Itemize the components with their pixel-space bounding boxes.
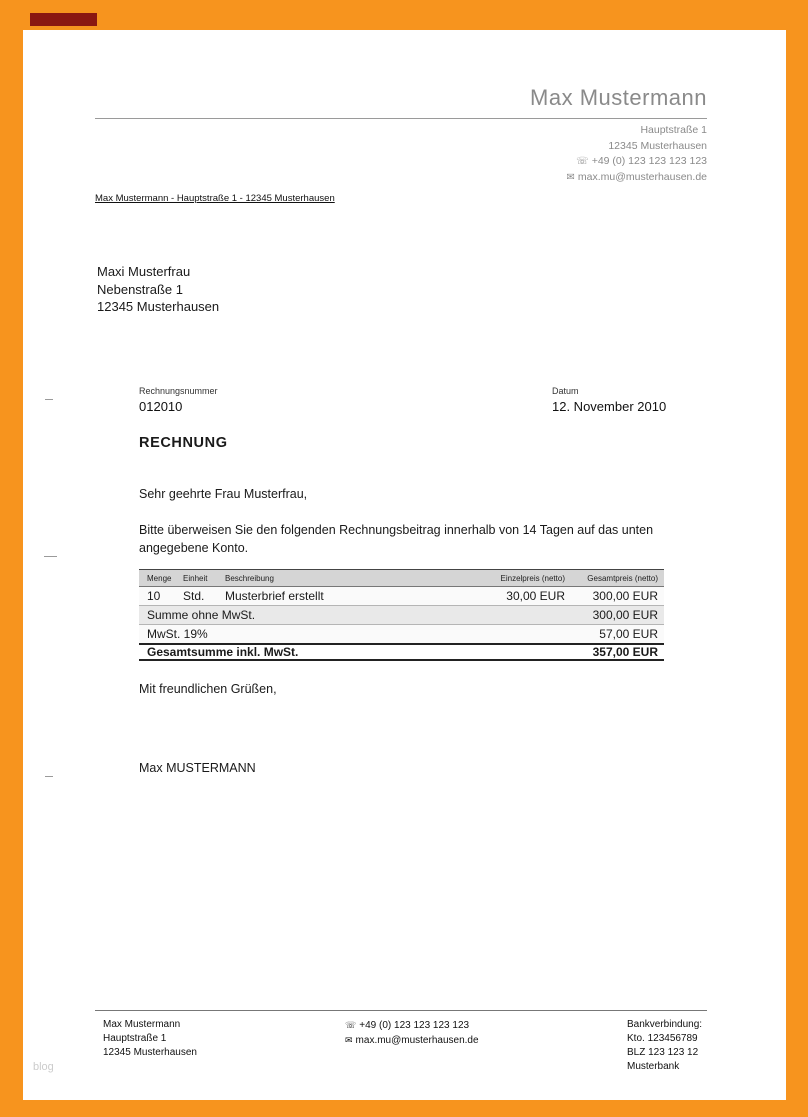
fold-mark-middle	[44, 556, 57, 557]
fold-mark-bottom	[45, 776, 53, 777]
sender-email: max.mu@musterhausen.de	[577, 170, 707, 183]
summary-row-net	[139, 606, 664, 625]
summary-row-total	[139, 643, 664, 661]
summary-row-vat	[139, 625, 664, 643]
item-unit-price: 30,00 EUR	[506, 589, 565, 603]
table-row-item	[139, 587, 664, 606]
document-title: RECHNUNG	[139, 435, 228, 451]
footer-divider	[95, 1010, 707, 1011]
recipient-address-block	[97, 263, 219, 316]
sender-city: 12345 Musterhausen	[608, 139, 707, 152]
header-divider	[95, 118, 707, 119]
footer-name: Max Mustermann	[103, 1019, 181, 1030]
salutation: Sehr geehrte Frau Musterfrau,	[139, 487, 308, 501]
bank-name: Musterbank	[627, 1061, 680, 1072]
footer-email-line	[345, 1033, 479, 1048]
invoice-date-block	[552, 386, 666, 414]
return-address-line: Max Mustermann - Hauptstraße 1 - 12345 Musterhausen	[95, 193, 335, 204]
invoice-table	[139, 569, 664, 661]
footer-phone: +49 (0) 123 123 123 123	[359, 1020, 470, 1031]
recipient-name: Maxi Musterfrau	[97, 264, 191, 279]
invoice-date-label: Datum	[552, 386, 579, 396]
footer-phone-line	[345, 1018, 479, 1033]
grand-total-label: Gesamtsumme inkl. MwSt.	[147, 645, 299, 659]
col-header-qty: Menge	[147, 573, 172, 583]
footer-address-column	[103, 1018, 197, 1060]
footer-city: 12345 Musterhausen	[103, 1047, 197, 1058]
bank-blz: BLZ 123 123 12	[627, 1047, 699, 1058]
col-header-unit: Einheit	[183, 573, 208, 583]
signature-name: Max MUSTERMANN	[139, 761, 256, 775]
footer-email: max.mu@musterhausen.de	[355, 1035, 479, 1046]
sender-phone-line	[566, 154, 707, 170]
vat-value: 57,00 EUR	[599, 627, 658, 641]
net-sum-label: Summe ohne MwSt.	[147, 608, 256, 622]
invoice-date-value: 12. November 2010	[552, 399, 667, 414]
invoice-page	[23, 30, 786, 1100]
fold-mark-top	[45, 399, 53, 400]
sender-name-heading: Max Mustermann	[530, 85, 707, 110]
invoice-number-label: Rechnungsnummer	[139, 386, 218, 396]
closing-line: Mit freundlichen Grüßen,	[139, 682, 277, 696]
invoice-number-value: 012010	[139, 399, 183, 414]
item-description: Musterbrief erstellt	[225, 589, 324, 603]
item-total-price: 300,00 EUR	[592, 589, 658, 603]
grand-total-value: 357,00 EUR	[592, 645, 658, 659]
invoice-number-block	[139, 386, 218, 414]
sender-contact-block	[566, 123, 707, 185]
intro-paragraph: Bitte überweisen Sie den folgenden Rechnungsbeitrag innerhalb von 14 Tagen auf das unten angegebene Konto.	[139, 523, 654, 555]
phone-icon: ☏	[576, 156, 589, 167]
watermark-text: blog	[33, 1061, 54, 1073]
col-header-unit-price: Einzelpreis (netto)	[500, 573, 565, 583]
net-sum-value: 300,00 EUR	[592, 608, 658, 622]
item-qty: 10	[147, 589, 161, 603]
footer-contact-column	[345, 1018, 479, 1048]
bank-account: Kto. 123456789	[627, 1033, 698, 1044]
vat-label: MwSt. 19%	[147, 627, 208, 641]
col-header-total-price: Gesamtpreis (netto)	[587, 573, 658, 583]
email-icon: ✉	[566, 171, 575, 183]
sender-phone: +49 (0) 123 123 123 123	[591, 155, 707, 167]
accent-bar	[30, 13, 97, 26]
recipient-city: 12345 Musterhausen	[97, 299, 220, 314]
footer-bank-column	[627, 1018, 702, 1074]
recipient-street: Nebenstraße 1	[97, 281, 183, 297]
sender-email-line	[566, 170, 707, 186]
table-header-row	[139, 570, 664, 587]
footer-street: Hauptstraße 1	[103, 1033, 167, 1044]
email-icon: ✉	[345, 1035, 353, 1045]
bank-heading: Bankverbindung:	[627, 1019, 703, 1030]
phone-icon: ☏	[345, 1020, 357, 1030]
sender-street: Hauptstraße 1	[640, 124, 707, 136]
item-unit: Std.	[183, 589, 205, 603]
col-header-description: Beschreibung	[225, 573, 274, 583]
